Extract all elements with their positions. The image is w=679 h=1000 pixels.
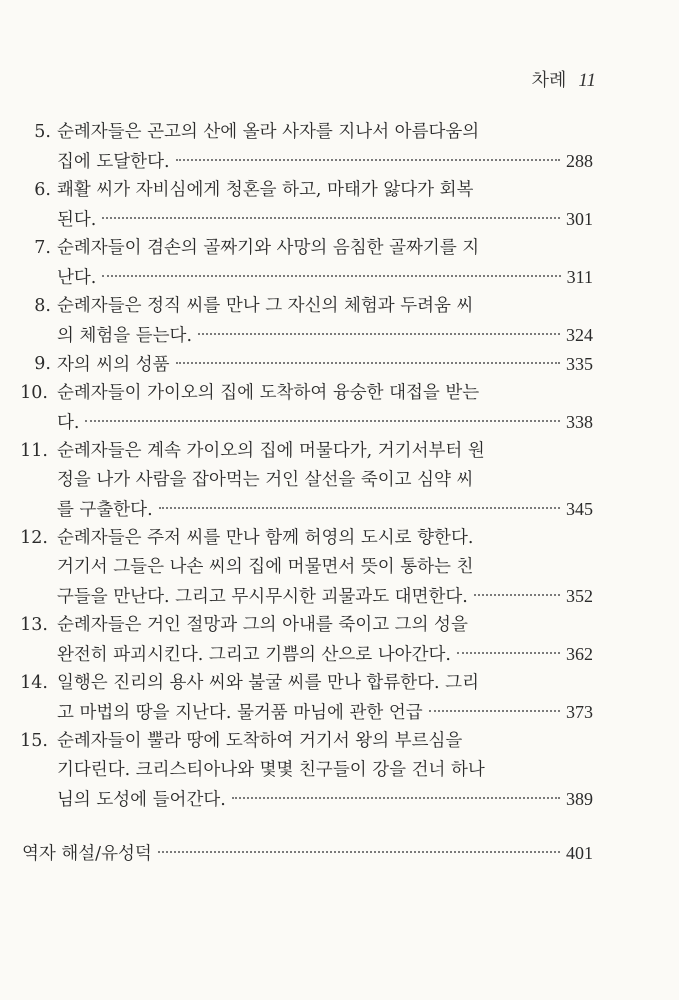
- entry-text-line: 다.: [57, 413, 80, 433]
- entry-number: 15.: [20, 731, 48, 751]
- appendix-entry[interactable]: [0, 838, 679, 868]
- entry-text-line: 순례자들이 겸손의 골짜기와 사망의 음침한 골짜기를 지: [57, 238, 480, 258]
- entry-page-number: 288: [566, 151, 593, 171]
- dot-leader: [457, 652, 560, 654]
- entry-number: 10.: [20, 383, 48, 403]
- entry-text-line: 님의 도성에 들어간다.: [57, 790, 226, 810]
- entry-text-line: 고 마법의 땅을 지난다. 물거품 마님에 관한 언급: [57, 703, 423, 723]
- entry-text-line: 기다린다. 크리스티아나와 몇몇 친구들이 강을 건너 하나: [57, 760, 485, 780]
- dot-leader: [474, 594, 560, 596]
- entry-page-number: 389: [566, 789, 593, 809]
- entry-text-line: 순례자들은 계속 가이오의 집에 머물다가, 거기서부터 원: [57, 441, 485, 461]
- running-header: [532, 66, 596, 92]
- entry-text-line: 를 구출한다.: [57, 500, 153, 520]
- entry-text-line: 순례자들이 가이오의 집에 도착하여 융숭한 대접을 받는: [57, 383, 480, 403]
- entry-number: 7.: [34, 238, 51, 258]
- entry-number: 8.: [34, 296, 51, 316]
- entry-page-number: 335: [566, 354, 593, 374]
- appendix-page: 401: [566, 843, 593, 863]
- entry-number: 9.: [34, 354, 51, 374]
- dot-leader: [176, 362, 560, 364]
- appendix-label: 역자 해설/유성덕: [22, 844, 152, 864]
- entry-page-number: 352: [566, 586, 593, 606]
- entry-page-number: 324: [566, 325, 593, 345]
- dot-leader: [232, 797, 560, 799]
- entry-text-line: 구들을 만난다. 그리고 무시무시한 괴물과도 대면한다.: [57, 587, 468, 607]
- entry-page-number: 311: [566, 267, 593, 287]
- entry-text-line: 순례자들이 뿔라 땅에 도착하여 거기서 왕의 부르심을: [57, 731, 463, 751]
- entry-text-line: 순례자들은 정직 씨를 만나 그 자신의 체험과 두려움 씨: [57, 296, 474, 316]
- dot-leader: [176, 159, 560, 161]
- entry-page-number: 373: [566, 702, 593, 722]
- entry-number: 5.: [34, 122, 51, 142]
- entry-text-line: 정을 나가 사람을 잡아먹는 거인 살선을 죽이고 심약 씨: [57, 470, 474, 490]
- header-page-number: 11: [578, 70, 596, 91]
- entry-text-line: 순례자들은 곤고의 산에 올라 사자를 지나서 아름다움의: [57, 122, 480, 142]
- entry-number: 14.: [20, 673, 48, 693]
- entry-number: 11.: [20, 441, 48, 461]
- dot-leader: [429, 710, 560, 712]
- entry-text-line: 난다.: [57, 268, 97, 288]
- dot-leader: [102, 217, 560, 219]
- entry-text-line: 의 체험을 듣는다.: [57, 326, 193, 346]
- dot-leader: [159, 507, 560, 509]
- dot-leader: [158, 851, 560, 853]
- entry-text-line: 일행은 진리의 용사 씨와 불굴 씨를 만나 합류한다. 그리: [57, 673, 479, 693]
- header-title: 차례: [531, 70, 567, 91]
- entry-text-line: 순례자들은 거인 절망과 그의 아내를 죽이고 그의 성을: [57, 615, 468, 635]
- entry-text-line: 자의 씨의 성품: [57, 355, 170, 375]
- entry-number: 13.: [20, 615, 48, 635]
- entry-text-line: 집에 도달한다.: [57, 152, 170, 172]
- entry-text-line: 쾌활 씨가 자비심에게 청혼을 하고, 마태가 앓다가 회복: [57, 180, 474, 200]
- entry-text-line: 완전히 파괴시킨다. 그리고 기쁨의 산으로 나아간다.: [57, 645, 451, 665]
- dot-leader: [102, 275, 560, 277]
- dot-leader: [198, 333, 560, 335]
- entry-text-line: 거기서 그들은 나손 씨의 집에 머물면서 뜻이 통하는 친: [57, 557, 474, 577]
- entry-number: 6.: [34, 180, 51, 200]
- entry-text-line: 순례자들은 주저 씨를 만나 함께 허영의 도시로 향한다.: [57, 528, 474, 548]
- entry-page-number: 345: [566, 499, 593, 519]
- entry-page-number: 301: [566, 209, 593, 229]
- entry-number: 12.: [20, 528, 48, 548]
- entry-text-line: 된다.: [57, 210, 97, 230]
- dot-leader: [85, 420, 560, 422]
- entry-page-number: 362: [566, 644, 593, 664]
- entry-page-number: 338: [566, 412, 593, 432]
